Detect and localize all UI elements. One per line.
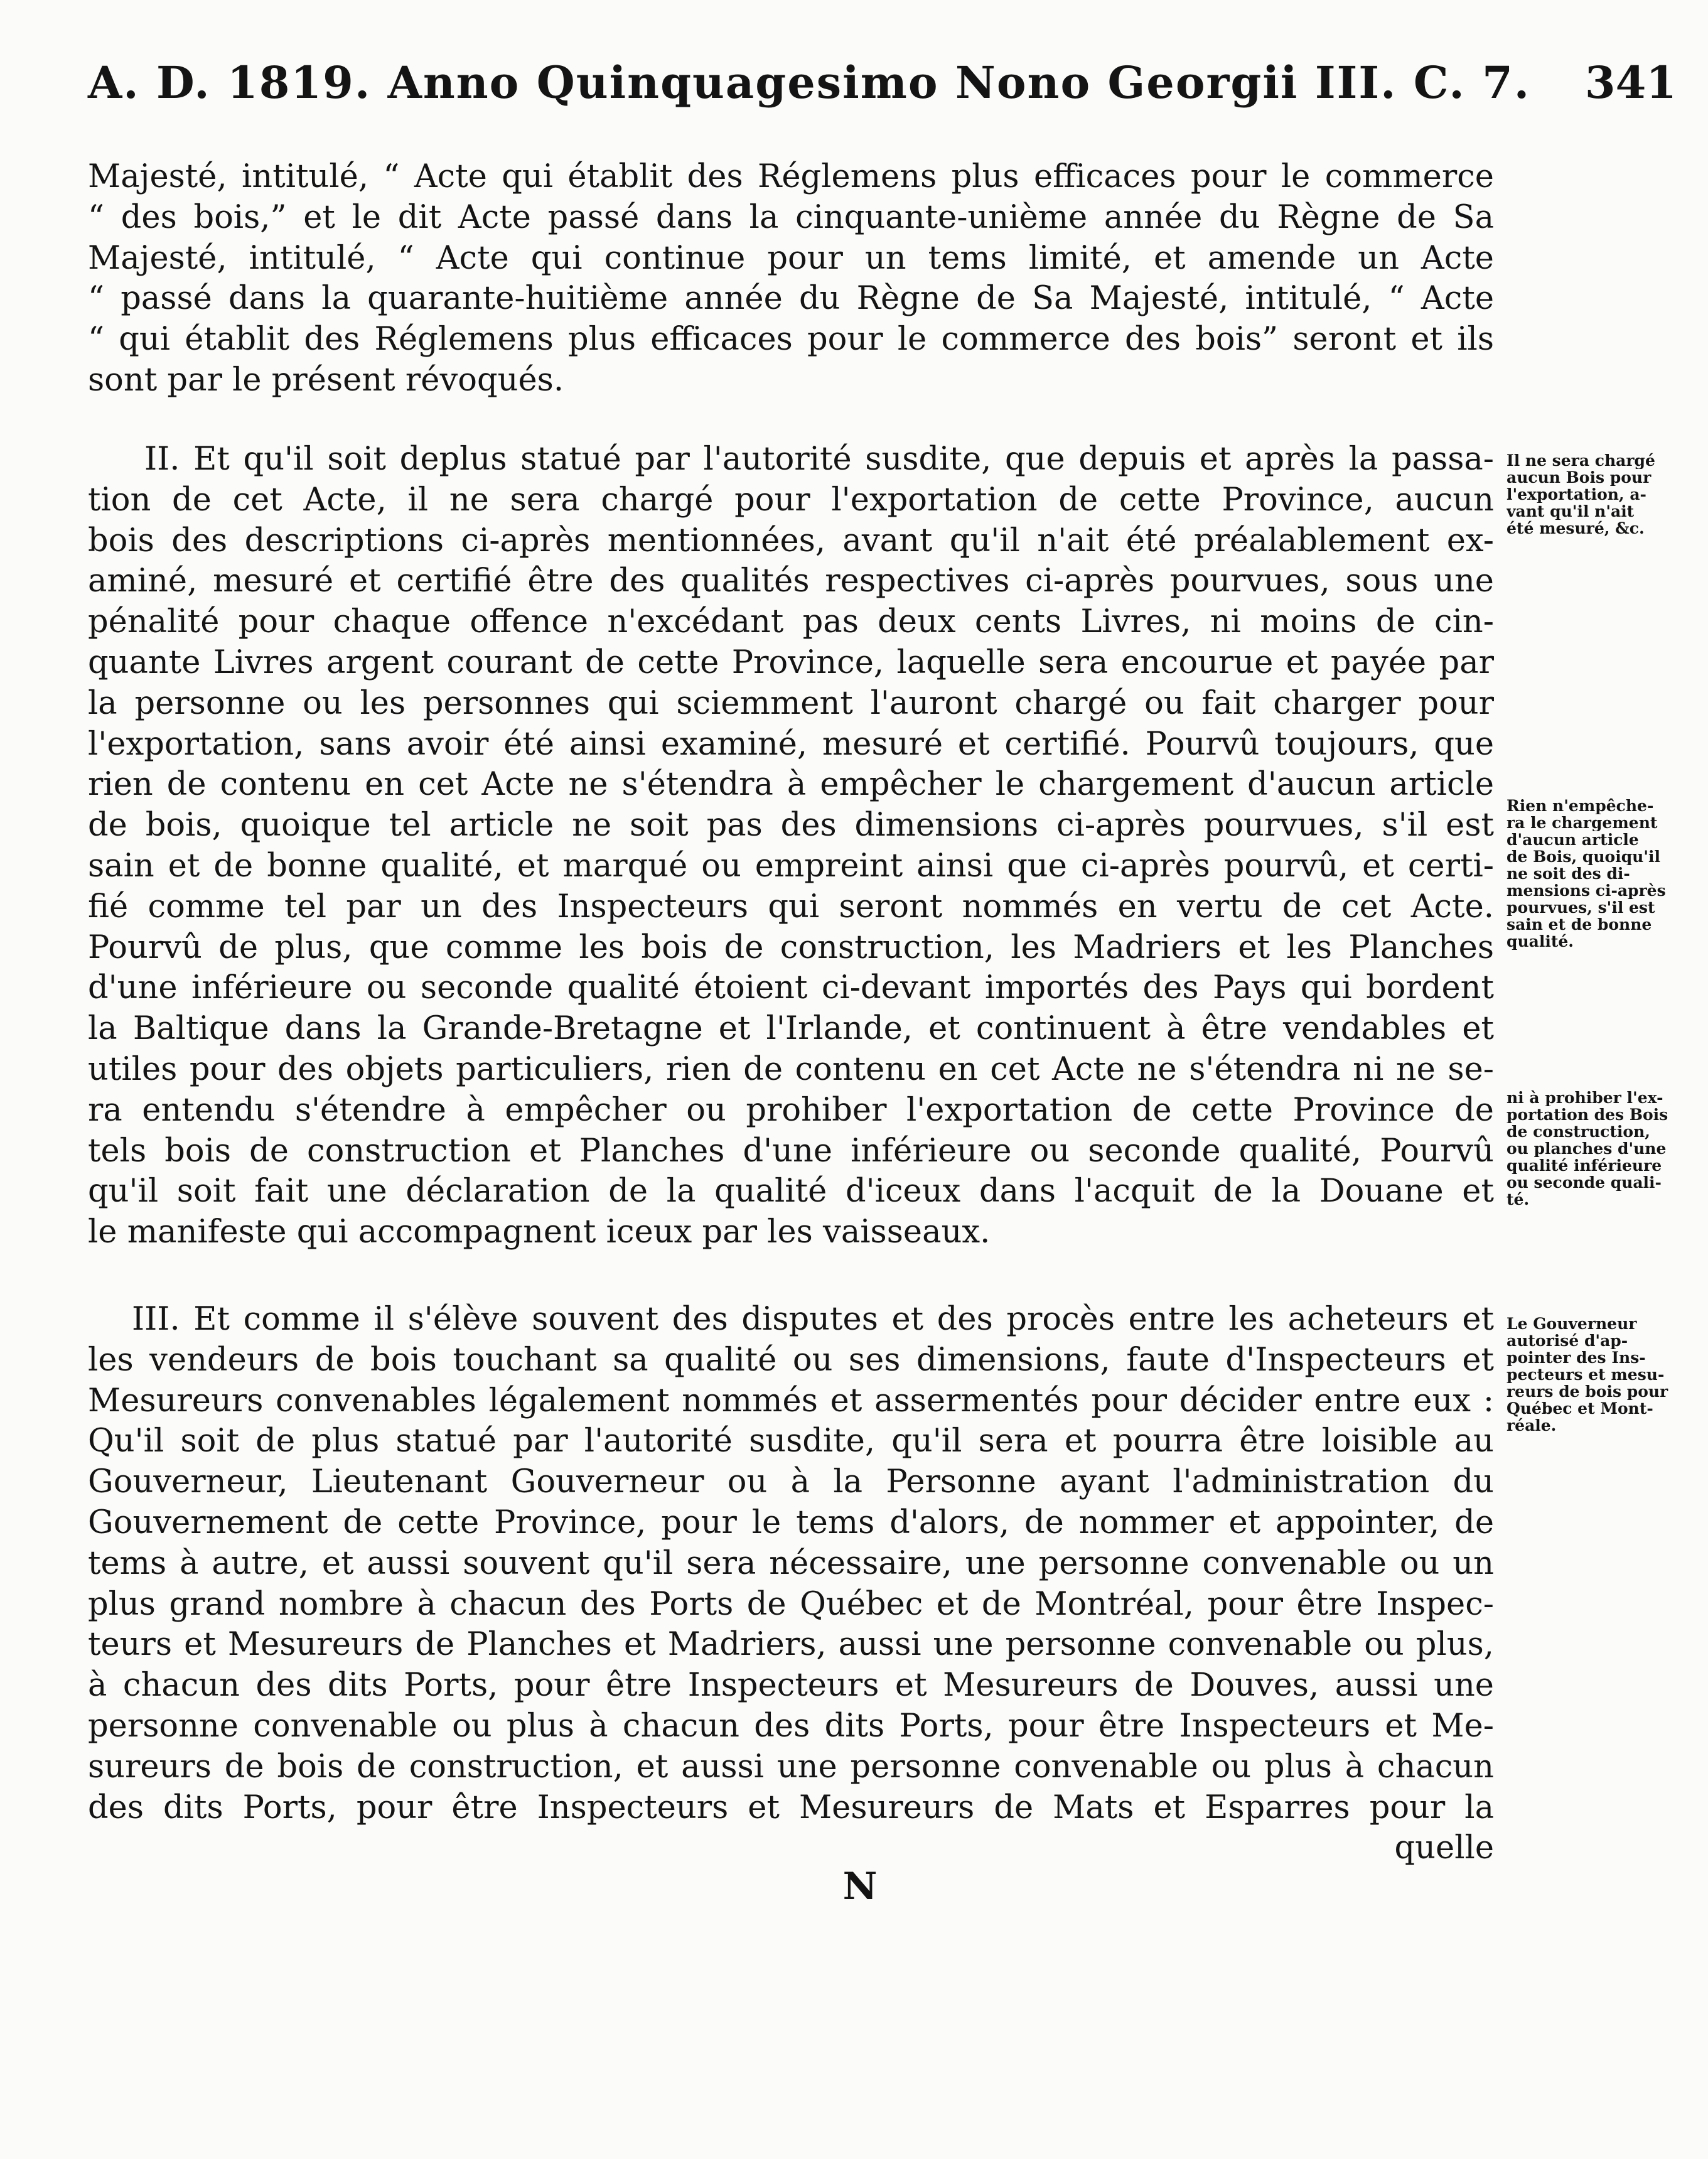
text-line: aminé, mesuré et certifié être des qualités respectives ci-après pourvues, sous une	[88, 563, 1494, 600]
text-line: Qu'il soit de plus statué par l'autorité susdite, qu'il sera et pourra être loisible au	[88, 1423, 1494, 1460]
text-line: sain et de bonne qualité, et marqué ou empreint ainsi que ci-après pourvû, et certi-	[88, 847, 1494, 885]
margin-note-line: Le Gouverneur	[1507, 1315, 1637, 1332]
text-line: “ des bois,” et le dit Acte passé dans la cinquante-unième année du Règne de Sa	[88, 198, 1494, 236]
margin-note-line: pointer des Ins-	[1507, 1349, 1646, 1366]
text-line: tels bois de construction et Planches d'une inférieure ou seconde qualité, Pourvû	[88, 1132, 1494, 1170]
margin-note-2	[1507, 797, 1682, 950]
text-line: bois des descriptions ci-après mentionnées, avant qu'il n'ait été préalablement ex-	[88, 522, 1494, 559]
margin-note-line: té.	[1507, 1191, 1530, 1208]
text-line: “ passé dans la quarante-huitième année du Règne de Sa Majesté, intitulé, “ Acte	[88, 280, 1494, 318]
text-line: d'une inférieure ou seconde qualité étoient ci-devant importés des Pays qui bordent	[88, 969, 1494, 1007]
signature-mark: N	[842, 1865, 878, 1909]
margin-note-line: de construction,	[1507, 1123, 1650, 1140]
text-line: pénalité pour chaque offence n'excédant pas deux cents Livres, ni moins de cin-	[88, 603, 1494, 641]
text-line: Gouvernement de cette Province, pour le tems d'alors, de nommer et appointer, de	[88, 1504, 1494, 1541]
text-line: III. Et comme il s'élève souvent des disputes et des procès entre les acheteurs et	[132, 1301, 1494, 1338]
text-line: Gouverneur, Lieutenant Gouverneur ou à la Personne ayant l'administration du	[88, 1463, 1494, 1501]
margin-note-1	[1507, 452, 1682, 537]
text-line: l'exportation, sans avoir été ainsi examiné, mesuré et certifié. Pourvû toujours, que	[88, 725, 1494, 763]
text-line: Majesté, intitulé, “ Acte qui établit des Réglemens plus efficaces pour le commerce	[88, 158, 1494, 195]
text-line: utiles pour des objets particuliers, rien de contenu en cet Acte ne s'étendra ni ne se-	[88, 1050, 1494, 1088]
margin-note-line: qualité inférieure	[1507, 1157, 1662, 1174]
page-number: 341	[1584, 57, 1677, 109]
text-line: Mesureurs convenables légalement nommés et assermentés pour décider entre eux :	[88, 1382, 1494, 1419]
text-line: sureurs de bois de construction, et aussi une personne convenable ou plus à chacun	[88, 1748, 1494, 1785]
margin-note-line: ou planches d'une	[1507, 1140, 1667, 1157]
text-line: quante Livres argent courant de cette Province, laquelle sera encourue et payée par	[88, 643, 1494, 681]
text-line: Pourvû de plus, que comme les bois de construction, les Madriers et les Planches	[88, 929, 1494, 966]
margin-note-line: portation des Bois	[1507, 1106, 1668, 1123]
margin-note-line: Québec et Mont-	[1507, 1400, 1653, 1417]
margin-note-line: Rien n'empêche-	[1507, 797, 1654, 814]
text-line: les vendeurs de bois touchant sa qualité ou ses dimensions, faute d'Inspecteurs et	[88, 1341, 1494, 1379]
text-line: qu'il soit fait une déclaration de la qualité d'iceux dans l'acquit de la Douane et	[88, 1173, 1494, 1210]
text-line: ra entendu s'étendre à empêcher ou prohiber l'exportation de cette Province de	[88, 1091, 1494, 1129]
margin-note-line: Il ne sera chargé	[1507, 452, 1655, 469]
margin-note-line: ni à prohiber l'ex-	[1507, 1089, 1663, 1106]
margin-note-line: réale.	[1507, 1417, 1557, 1434]
margin-note-line: l'exportation, a-	[1507, 486, 1646, 503]
margin-note-line: été mesuré, &c.	[1507, 520, 1645, 537]
header-title: A. D. 1819. Anno Quinquagesimo Nono Georgii III. C. 7.	[88, 57, 1531, 109]
text-line: sont par le présent révoqués.	[88, 361, 564, 399]
text-line: fié comme tel par un des Inspecteurs qui seront nommés en vertu de cet Acte.	[88, 888, 1494, 925]
paragraph-2	[88, 439, 1494, 1253]
paragraph-1	[88, 157, 1494, 401]
margin-note-line: de Bois, quoiqu'il	[1507, 848, 1661, 865]
text-line: de bois, quoique tel article ne soit pas des dimensions ci-après pourvues, s'il est	[88, 807, 1494, 844]
text-line: à chacun des dits Ports, pour être Inspecteurs et Mesureurs de Douves, aussi une	[88, 1667, 1494, 1704]
text-line: la personne ou les personnes qui sciemment l'auront chargé ou fait charger pour	[88, 684, 1494, 722]
text-line: tion de cet Acte, il ne sera chargé pour l'exportation de cette Province, aucun	[88, 481, 1494, 519]
margin-note-line: ne soit des di-	[1507, 865, 1630, 882]
text-line: la Baltique dans la Grande-Bretagne et l'Irlande, et continuent à être vendables et	[88, 1010, 1494, 1048]
margin-note-line: qualité.	[1507, 933, 1574, 950]
margin-note-3	[1507, 1089, 1682, 1208]
margin-note-line: pourvues, s'il est	[1507, 899, 1655, 916]
text-line: personne convenable ou plus à chacun des dits Ports, pour être Inspecteurs et Me-	[88, 1707, 1494, 1745]
margin-note-line: ou seconde quali-	[1507, 1174, 1662, 1191]
margin-note-line: mensions ci-après	[1507, 882, 1666, 899]
text-line: le manifeste qui accompagnent iceux par les vaisseaux.	[88, 1214, 991, 1251]
margin-note-line: reurs de bois pour	[1507, 1383, 1668, 1400]
text-line: Majesté, intitulé, “ Acte qui continue pour un tems limité, et amende un Acte	[88, 239, 1494, 277]
catchword: quelle	[1394, 1829, 1494, 1867]
paragraph-3	[88, 1300, 1494, 1869]
running-header	[88, 44, 1677, 138]
margin-note-line: sain et de bonne	[1507, 916, 1652, 933]
margin-note-line: vant qu'il n'ait	[1507, 503, 1635, 520]
margin-note-4	[1507, 1315, 1682, 1434]
margin-note-line: pecteurs et mesu-	[1507, 1366, 1665, 1383]
text-line: II. Et qu'il soit deplus statué par l'autorité susdite, que depuis et après la passa-	[144, 441, 1494, 478]
margin-note-line: autorisé d'ap-	[1507, 1332, 1628, 1349]
text-line: teurs et Mesureurs de Planches et Madriers, aussi une personne convenable ou plus,	[88, 1626, 1494, 1664]
text-line: plus grand nombre à chacun des Ports de Québec et de Montréal, pour être Inspec-	[88, 1585, 1494, 1623]
text-line: “ qui établit des Réglemens plus efficaces pour le commerce des bois” seront et ils	[88, 321, 1494, 358]
margin-note-line: aucun Bois pour	[1507, 469, 1652, 486]
text-line: des dits Ports, pour être Inspecteurs et Mesureurs de Mats et Esparres pour la	[88, 1789, 1494, 1826]
text-line: rien de contenu en cet Acte ne s'étendra à empêcher le chargement d'aucun article	[88, 766, 1494, 804]
text-line: tems à autre, et aussi souvent qu'il sera nécessaire, une personne convenable ou un	[88, 1544, 1494, 1582]
margin-note-line: d'aucun article	[1507, 831, 1639, 848]
margin-note-line: ra le chargement	[1507, 814, 1658, 831]
